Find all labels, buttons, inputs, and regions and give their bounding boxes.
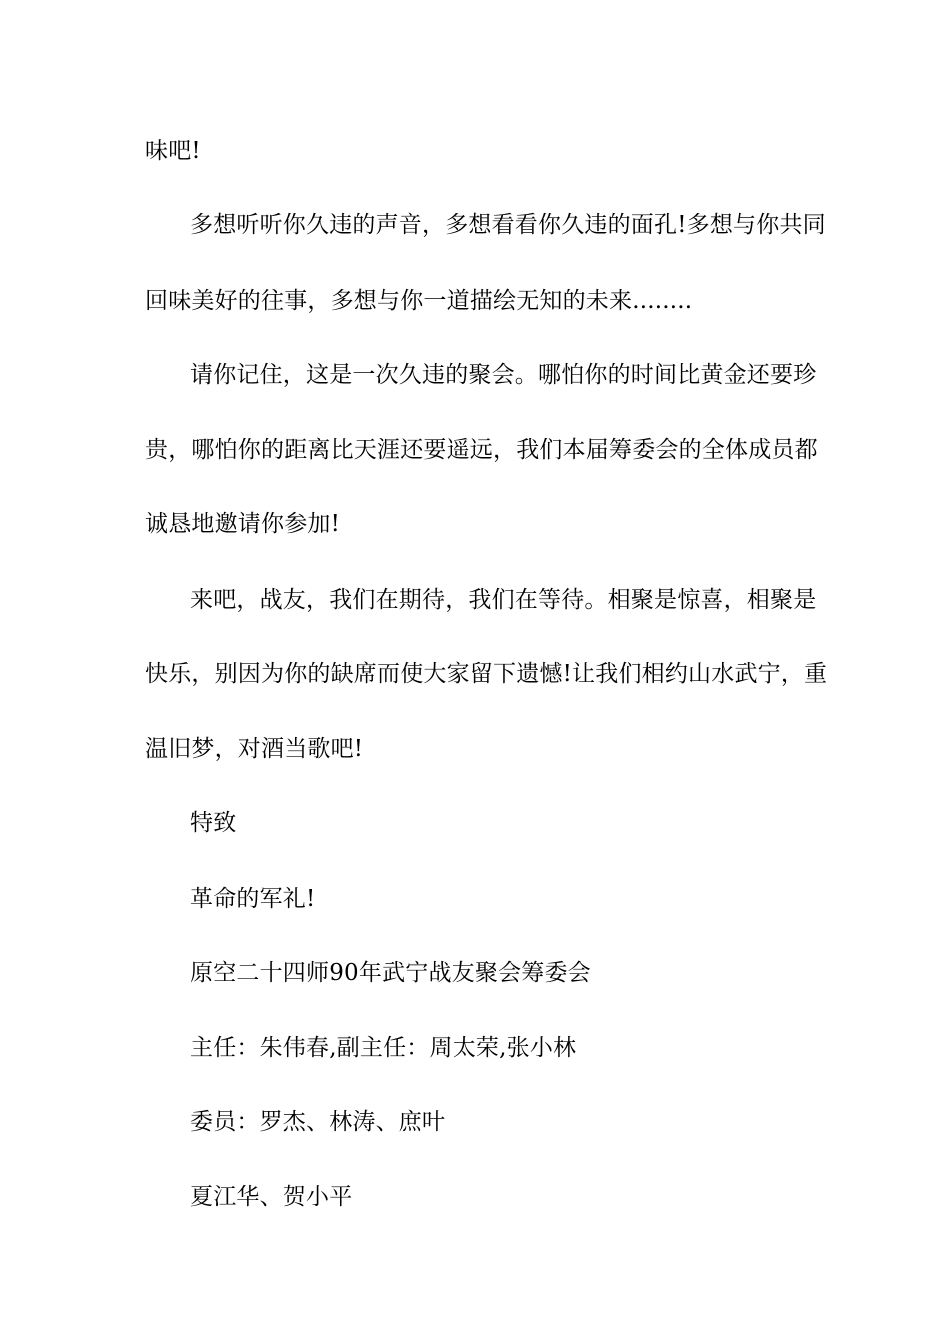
paragraph-line: 快乐，别因为你的缺席而使大家留下遗憾!让我们相约山水武宁，重 [145,661,828,687]
signature-directors: 主任：朱伟春,副主任：周太荣,张小林 [190,1035,577,1061]
paragraph-line: 温旧梦，对酒当歌吧! [145,736,364,762]
paragraph-line: 来吧，战友，我们在期待，我们在等待。相聚是惊喜，相聚是 [190,587,817,613]
paragraph-line: 贵，哪怕你的距离比天涯还要遥远，我们本届筹委会的全体成员都 [145,437,818,463]
paragraph-line: 回味美好的往事，多想与你一道描绘无知的未来........ [145,288,693,314]
paragraph-line: 请你记住，这是一次久违的聚会。哪怕你的时间比黄金还要珍 [190,362,817,388]
signature-members: 委员：罗杰、林涛、庶叶 [190,1109,446,1135]
signature-organization: 原空二十四师90年武宁战友聚会筹委会 [190,960,591,986]
paragraph-line: 多想听听你久违的声音，多想看看你久违的面孔!多想与你共同 [190,212,826,238]
closing-line: 特致 [190,810,237,836]
signature-members-continued: 夏江华、贺小平 [190,1184,353,1210]
closing-line: 革命的军礼! [190,886,316,912]
paragraph-line: 诚恳地邀请你参加! [145,511,341,537]
paragraph-line: 味吧! [145,138,201,164]
